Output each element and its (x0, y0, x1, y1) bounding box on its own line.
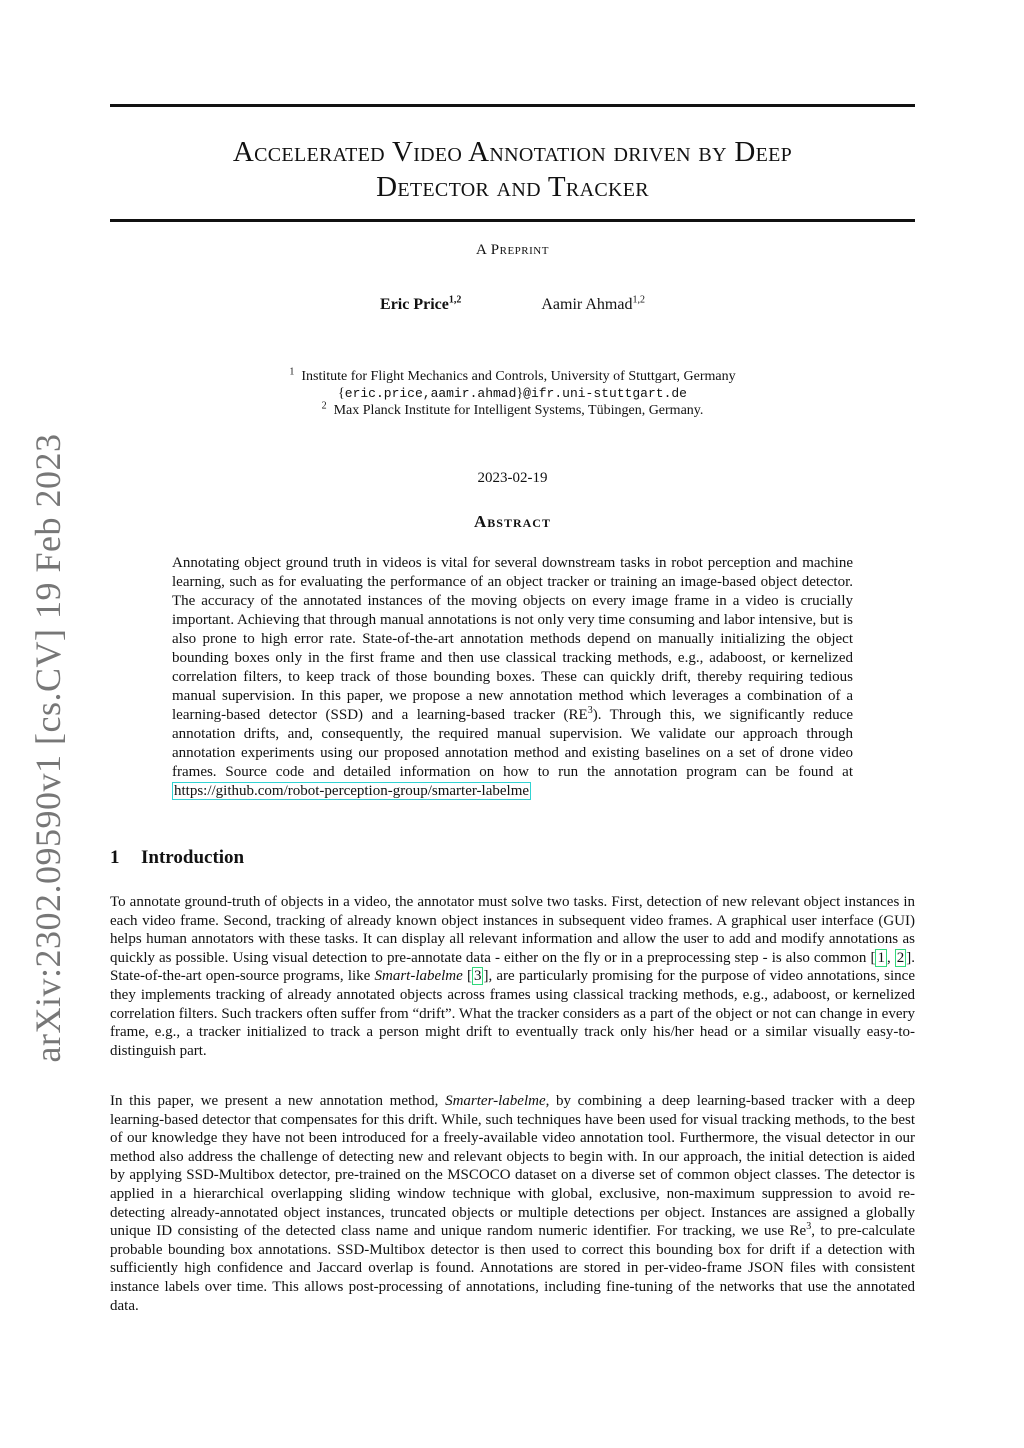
affiliation-2-mark: 2 (321, 400, 327, 412)
affiliation-1 (110, 368, 915, 385)
intro-p1-text-c: [ (462, 968, 472, 985)
title-bottom-rule (110, 219, 915, 222)
tool-name-smart-labelme: Smart-labelme (374, 968, 463, 985)
paper-title-line-2: Detector and Tracker (376, 171, 649, 203)
email-names: eric.price,aamir.ahmad (344, 386, 517, 401)
abstract-text-2: ). Through this, we significantly reduce annotation drifts, and, consequently, the required manual supervision. We validate our approach through annotation experiments using our proposed annotation method and existing baselines on a set of drone video frames. Source code and detailed information on how to run the annotation program can be found at (172, 707, 854, 780)
author-emails (110, 385, 915, 402)
abstract-heading: Abstract (474, 512, 551, 531)
intro-p2-text-b: , by combining a deep learning-based tracker with a deep learning-based detector that compensates for this drift. While, such techniques have been used for visual tracking methods, to the best of our knowledge they have not been introduced for a freely-available video annotation tool. Furthermore, the visual detector in our method also address the challenge of detecting new and relevant objects to begin with. In our approach, the initial detection is aided by applying SSD-Multibox detector, pre-trained on the MSCOCO dataset on a diverse set of common object classes. The detector is applied in a hierarchical overlapping sliding window technique with global, exclusive, non-maximum suppression to avoid re-detecting already-annotated object instances, truncated objects or multiple detections per object. Instances are assigned a globally unique ID consisting of the detected class name and unique random numeric identifier. For tracking, we use Re (110, 1093, 915, 1240)
intro-p1-text-b: ]. State-of-the-art open-source programs, like (110, 949, 916, 985)
author-2-affil: 1,2 (632, 294, 645, 306)
intro-p1-text-d: ], are particularly promising for the purpose of video annotations, since they implements tracking of already annotated objects across frames using classical tracking methods, e.g., adaboost, or kernelized correlation filters. Such trackers often suffer from “drift”. What the tracker considers as a part of the object or not can change in every frame, e.g., a tracker initialized to track a person might drift to eventually track only his/her head or a similar visually easy-to-distinguish part. (110, 968, 915, 1059)
publication-date: 2023-02-19 (477, 470, 548, 486)
citation-3[interactable]: 3 (473, 968, 482, 985)
intro-paragraph-2 (110, 1092, 915, 1315)
affiliation-2 (110, 402, 915, 419)
author-1-affil: 1,2 (448, 294, 462, 306)
citation-separator: , (886, 949, 895, 966)
abstract-text-1: Annotating object ground truth in videos is vital for several downstream tasks in robot perception and machine learning, such as for evaluating the performance of an object tracker or training an image-based object detector. The accuracy of the annotated instances of the moving objects on every image frame in a video is crucially important. Achieving that through manual annotations is not only very time consuming and labor intensive, but is also prone to high error rate. State-of-the-art annotation methods depend on manually initializing the object bounding boxes only in the first frame and then use classical tracking methods, e.g., adaboost, or kernelized correlation filters, to keep track of those bounding boxes. These can quickly drift, thereby requiring tedious manual supervision. In this paper, we propose a new annotation method which leverages a combination of a learning-based detector (SSD) and a learning-based tracker (RE (172, 555, 853, 723)
author-1-name: Eric Price (380, 296, 449, 313)
author-1 (380, 296, 461, 314)
intro-p2-superscript: 3 (806, 1221, 812, 1233)
affiliation-1-text: Institute for Flight Mechanics and Controls, University of Stuttgart, Germany (301, 369, 736, 384)
author-2 (541, 296, 645, 314)
tool-name-smarter-labelme: Smarter-labelme (445, 1093, 546, 1109)
email-brace-close: } (516, 386, 524, 401)
section-number: 1 (110, 847, 120, 868)
citation-2[interactable]: 2 (896, 949, 905, 966)
email-domain: @ifr.uni-stuttgart.de (523, 386, 687, 401)
section-title: Introduction (141, 847, 245, 868)
paper-title-line-1: Accelerated Video Annotation driven by Deep (232, 136, 793, 168)
author-2-name: Aamir Ahmad (541, 296, 633, 313)
preprint-label: A Preprint (476, 242, 549, 258)
section-heading-introduction (110, 847, 244, 869)
arxiv-sidebar-stamp: arXiv:2302.09590v1 [cs.CV] 19 Feb 2023 (28, 433, 68, 1063)
affiliation-2-text: Max Planck Institute for Intelligent Systems, Tübingen, Germany. (333, 403, 704, 418)
abstract-superscript: 3 (587, 705, 593, 716)
email-brace-open: { (338, 386, 345, 401)
intro-p2-text-c: , to pre-calculate probable bounding box annotations. SSD-Multibox detector is then used to correct this bounding box for drift if a detection with sufficiently high confidence and Jaccard overlap is found. Annotations are stored in per-video-frame JSON files with consistent instance labels over time. This allows post-processing of annotations, including fine-tuning of the networks that use the annotated data. (110, 1223, 915, 1314)
intro-p1-text-a: To annotate ground-truth of objects in a video, the annotator must solve two tasks. First, detection of new relevant object instances in each video frame. Second, tracking of already known object instances in subsequent video frames. A graphical user interface (GUI) helps human annotators with these tasks. It can display all relevant information and allow the user to add and modify annotations as quickly as possible. Using visual detection to pre-annotate data - either on the fly or in a preprocessing step - is also common [ (110, 894, 915, 966)
citation-1[interactable]: 1 (877, 949, 885, 966)
intro-p2-text-a: In this paper, we present a new annotation method, (110, 1093, 446, 1109)
paper-title (110, 135, 915, 205)
author-list (110, 296, 915, 314)
intro-paragraph-1 (110, 893, 915, 1060)
affiliation-1-mark: 1 (289, 366, 295, 378)
source-code-link[interactable]: https://github.com/robot-perception-group/smarter-labelme (174, 783, 530, 799)
affiliations (110, 368, 915, 419)
title-top-rule (110, 104, 915, 107)
abstract-body (172, 554, 853, 801)
